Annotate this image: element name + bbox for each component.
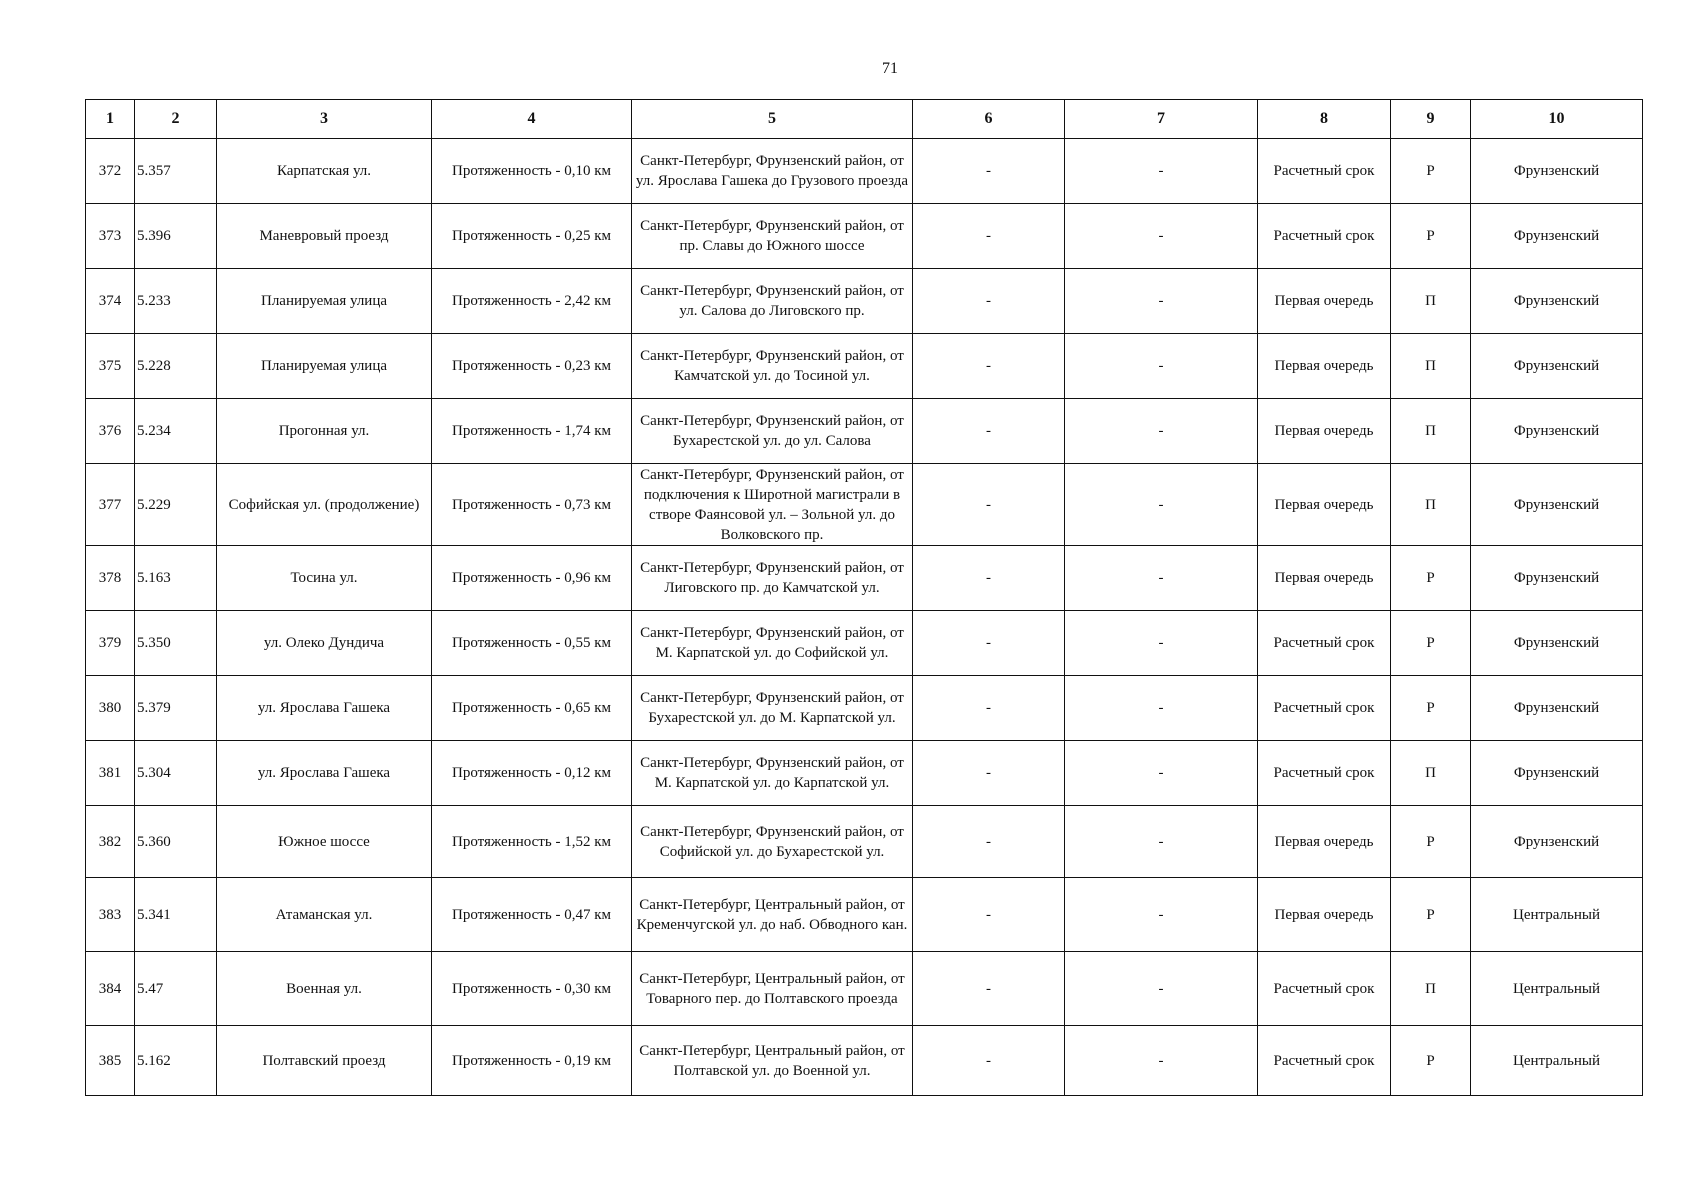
table-row [86, 399, 1643, 464]
location-cell: Санкт-Петербург, Центральный район, от Товарного пер. до Полтавского проезда [632, 952, 913, 1026]
header-row [86, 100, 1643, 139]
column-6-cell: - [913, 399, 1065, 464]
column-7-cell: - [1065, 1026, 1258, 1096]
length-cell: Протяженность - 1,52 км [432, 806, 632, 878]
road-code-cell: 5.234 [135, 399, 217, 464]
row-number-cell: 376 [86, 399, 135, 464]
street-name-cell: Атаманская ул. [217, 878, 432, 952]
road-code-cell: 5.357 [135, 139, 217, 204]
road-code-cell: 5.233 [135, 269, 217, 334]
street-name-cell: Карпатская ул. [217, 139, 432, 204]
term-cell: Расчетный срок [1258, 952, 1391, 1026]
length-cell: Протяженность - 0,12 км [432, 741, 632, 806]
road-code-cell: 5.379 [135, 676, 217, 741]
column-7-cell: - [1065, 204, 1258, 269]
column-7-cell: - [1065, 878, 1258, 952]
column-6-cell: - [913, 741, 1065, 806]
term-cell: Расчетный срок [1258, 676, 1391, 741]
column-6-cell: - [913, 878, 1065, 952]
location-cell: Санкт-Петербург, Фрунзенский район, от Бухарестской ул. до М. Карпатской ул. [632, 676, 913, 741]
road-code-cell: 5.162 [135, 1026, 217, 1096]
table-row [86, 676, 1643, 741]
location-cell: Санкт-Петербург, Центральный район, от Полтавской ул. до Военной ул. [632, 1026, 913, 1096]
type-cell: Р [1391, 204, 1471, 269]
row-number-cell: 377 [86, 464, 135, 546]
location-cell: Санкт-Петербург, Фрунзенский район, от Бухарестской ул. до ул. Салова [632, 399, 913, 464]
type-cell: П [1391, 741, 1471, 806]
type-cell: Р [1391, 139, 1471, 204]
column-header: 2 [135, 100, 217, 139]
district-cell: Фрунзенский [1471, 464, 1643, 546]
table-row [86, 464, 1643, 546]
length-cell: Протяженность - 2,42 км [432, 269, 632, 334]
column-header: 10 [1471, 100, 1643, 139]
district-cell: Центральный [1471, 1026, 1643, 1096]
length-cell: Протяженность - 0,65 км [432, 676, 632, 741]
road-code-cell: 5.163 [135, 546, 217, 611]
street-name-cell: Тосина ул. [217, 546, 432, 611]
district-cell: Фрунзенский [1471, 676, 1643, 741]
term-cell: Первая очередь [1258, 269, 1391, 334]
type-cell: П [1391, 952, 1471, 1026]
column-6-cell: - [913, 806, 1065, 878]
road-code-cell: 5.304 [135, 741, 217, 806]
table-body [86, 139, 1643, 1096]
location-cell: Санкт-Петербург, Фрунзенский район, от М. Карпатской ул. до Софийской ул. [632, 611, 913, 676]
length-cell: Протяженность - 0,96 км [432, 546, 632, 611]
type-cell: Р [1391, 878, 1471, 952]
term-cell: Первая очередь [1258, 334, 1391, 399]
road-code-cell: 5.229 [135, 464, 217, 546]
row-number-cell: 384 [86, 952, 135, 1026]
column-6-cell: - [913, 139, 1065, 204]
length-cell: Протяженность - 0,25 км [432, 204, 632, 269]
term-cell: Первая очередь [1258, 806, 1391, 878]
road-code-cell: 5.396 [135, 204, 217, 269]
district-cell: Фрунзенский [1471, 204, 1643, 269]
location-cell: Санкт-Петербург, Фрунзенский район, от М. Карпатской ул. до Карпатской ул. [632, 741, 913, 806]
district-cell: Фрунзенский [1471, 139, 1643, 204]
location-cell: Санкт-Петербург, Фрунзенский район, от Лиговского пр. до Камчатской ул. [632, 546, 913, 611]
table-row [86, 1026, 1643, 1096]
column-7-cell: - [1065, 334, 1258, 399]
column-7-cell: - [1065, 399, 1258, 464]
district-cell: Фрунзенский [1471, 399, 1643, 464]
column-7-cell: - [1065, 464, 1258, 546]
column-header: 9 [1391, 100, 1471, 139]
road-code-cell: 5.228 [135, 334, 217, 399]
district-cell: Фрунзенский [1471, 806, 1643, 878]
term-cell: Расчетный срок [1258, 1026, 1391, 1096]
term-cell: Расчетный срок [1258, 139, 1391, 204]
street-name-cell: Полтавский проезд [217, 1026, 432, 1096]
row-number-cell: 372 [86, 139, 135, 204]
district-cell: Фрунзенский [1471, 741, 1643, 806]
column-header: 5 [632, 100, 913, 139]
term-cell: Первая очередь [1258, 464, 1391, 546]
street-name-cell: ул. Ярослава Гашека [217, 676, 432, 741]
column-7-cell: - [1065, 741, 1258, 806]
column-6-cell: - [913, 952, 1065, 1026]
street-name-cell: ул. Ярослава Гашека [217, 741, 432, 806]
table-row [86, 741, 1643, 806]
row-number-cell: 385 [86, 1026, 135, 1096]
location-cell: Санкт-Петербург, Фрунзенский район, от Софийской ул. до Бухарестской ул. [632, 806, 913, 878]
street-name-cell: Планируемая улица [217, 334, 432, 399]
length-cell: Протяженность - 0,73 км [432, 464, 632, 546]
type-cell: П [1391, 399, 1471, 464]
length-cell: Протяженность - 0,47 км [432, 878, 632, 952]
location-cell: Санкт-Петербург, Фрунзенский район, от пр. Славы до Южного шоссе [632, 204, 913, 269]
column-7-cell: - [1065, 139, 1258, 204]
type-cell: П [1391, 334, 1471, 399]
row-number-cell: 382 [86, 806, 135, 878]
row-number-cell: 378 [86, 546, 135, 611]
type-cell: П [1391, 269, 1471, 334]
term-cell: Первая очередь [1258, 399, 1391, 464]
road-code-cell: 5.47 [135, 952, 217, 1026]
table-row [86, 878, 1643, 952]
column-6-cell: - [913, 611, 1065, 676]
row-number-cell: 373 [86, 204, 135, 269]
district-cell: Фрунзенский [1471, 611, 1643, 676]
column-6-cell: - [913, 334, 1065, 399]
district-cell: Центральный [1471, 952, 1643, 1026]
column-header: 3 [217, 100, 432, 139]
street-name-cell: Планируемая улица [217, 269, 432, 334]
length-cell: Протяженность - 0,23 км [432, 334, 632, 399]
column-7-cell: - [1065, 546, 1258, 611]
column-header: 7 [1065, 100, 1258, 139]
street-name-cell: Южное шоссе [217, 806, 432, 878]
table-row [86, 546, 1643, 611]
location-cell: Санкт-Петербург, Фрунзенский район, от ул. Салова до Лиговского пр. [632, 269, 913, 334]
row-number-cell: 374 [86, 269, 135, 334]
row-number-cell: 379 [86, 611, 135, 676]
length-cell: Протяженность - 0,55 км [432, 611, 632, 676]
column-6-cell: - [913, 1026, 1065, 1096]
table-row [86, 806, 1643, 878]
type-cell: Р [1391, 1026, 1471, 1096]
column-7-cell: - [1065, 269, 1258, 334]
column-7-cell: - [1065, 676, 1258, 741]
length-cell: Протяженность - 1,74 км [432, 399, 632, 464]
location-cell: Санкт-Петербург, Фрунзенский район, от подключения к Широтной магистрали в створе Фаянсовой ул. – Зольной ул. до Волковского пр. [632, 464, 913, 546]
type-cell: Р [1391, 806, 1471, 878]
length-cell: Протяженность - 0,30 км [432, 952, 632, 1026]
type-cell: Р [1391, 546, 1471, 611]
table-row [86, 952, 1643, 1026]
type-cell: Р [1391, 676, 1471, 741]
term-cell: Расчетный срок [1258, 741, 1391, 806]
column-header: 6 [913, 100, 1065, 139]
street-name-cell: ул. Олеко Дундича [217, 611, 432, 676]
page-number: 71 [882, 60, 898, 77]
row-number-cell: 380 [86, 676, 135, 741]
row-number-cell: 375 [86, 334, 135, 399]
location-cell: Санкт-Петербург, Фрунзенский район, от ул. Ярослава Гашека до Грузового проезда [632, 139, 913, 204]
column-6-cell: - [913, 676, 1065, 741]
district-cell: Фрунзенский [1471, 546, 1643, 611]
length-cell: Протяженность - 0,10 км [432, 139, 632, 204]
column-header: 8 [1258, 100, 1391, 139]
road-code-cell: 5.341 [135, 878, 217, 952]
column-6-cell: - [913, 464, 1065, 546]
road-code-cell: 5.360 [135, 806, 217, 878]
term-cell: Расчетный срок [1258, 611, 1391, 676]
district-cell: Фрунзенский [1471, 269, 1643, 334]
term-cell: Первая очередь [1258, 878, 1391, 952]
location-cell: Санкт-Петербург, Фрунзенский район, от Камчатской ул. до Тосиной ул. [632, 334, 913, 399]
column-header: 4 [432, 100, 632, 139]
column-6-cell: - [913, 204, 1065, 269]
row-number-cell: 383 [86, 878, 135, 952]
street-name-cell: Софийская ул. (продолжение) [217, 464, 432, 546]
table-row [86, 269, 1643, 334]
table-row [86, 334, 1643, 399]
column-7-cell: - [1065, 611, 1258, 676]
street-name-cell: Маневровый проезд [217, 204, 432, 269]
type-cell: П [1391, 464, 1471, 546]
column-header: 1 [86, 100, 135, 139]
location-cell: Санкт-Петербург, Центральный район, от Кременчугской ул. до наб. Обводного кан. [632, 878, 913, 952]
type-cell: Р [1391, 611, 1471, 676]
row-number-cell: 381 [86, 741, 135, 806]
column-6-cell: - [913, 546, 1065, 611]
term-cell: Первая очередь [1258, 546, 1391, 611]
table-row [86, 139, 1643, 204]
road-register-table [85, 99, 1643, 1096]
street-name-cell: Прогонная ул. [217, 399, 432, 464]
table-row [86, 204, 1643, 269]
length-cell: Протяженность - 0,19 км [432, 1026, 632, 1096]
column-7-cell: - [1065, 952, 1258, 1026]
district-cell: Фрунзенский [1471, 334, 1643, 399]
table-row [86, 611, 1643, 676]
term-cell: Расчетный срок [1258, 204, 1391, 269]
street-name-cell: Военная ул. [217, 952, 432, 1026]
road-code-cell: 5.350 [135, 611, 217, 676]
column-7-cell: - [1065, 806, 1258, 878]
column-6-cell: - [913, 269, 1065, 334]
district-cell: Центральный [1471, 878, 1643, 952]
